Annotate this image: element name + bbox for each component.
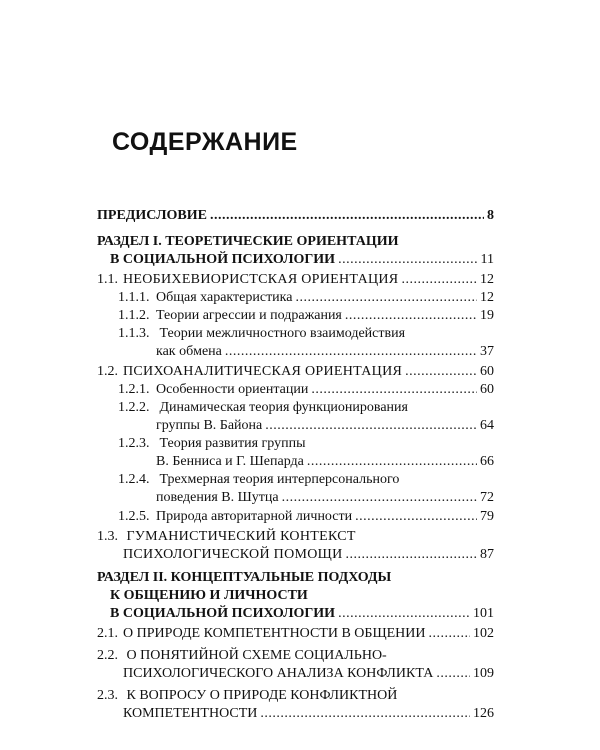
toc-page-number: 19 — [480, 308, 494, 323]
toc-entry-2-2-line1[interactable] — [97, 646, 387, 666]
toc-entry-1-2-5[interactable] — [118, 507, 494, 527]
toc-entry-1-1-3-line1[interactable] — [118, 324, 405, 344]
toc-entry-label: поведения В. Шутца — [156, 490, 279, 505]
toc-entry-label: Теория развития группы — [159, 436, 306, 451]
leader-dots — [338, 604, 470, 624]
toc-entry-number: 2.3. — [97, 688, 118, 703]
toc-entry-label: О ПРИРОДЕ КОМПЕТЕНТНОСТИ В ОБЩЕНИИ — [123, 626, 426, 641]
toc-entry-2-2[interactable] — [123, 664, 494, 684]
toc-section-2-line2[interactable]: К ОБЩЕНИЮ И ЛИЧНОСТИ — [110, 588, 308, 603]
toc-entry-label: группы В. Байона — [156, 418, 263, 433]
toc-entry-1-2-2-line1[interactable] — [118, 398, 408, 418]
toc-page-number: 102 — [473, 626, 494, 641]
toc-entry-label: В СОЦИАЛЬНОЙ ПСИХОЛОГИИ — [110, 606, 336, 621]
toc-entry-1-1[interactable] — [97, 270, 494, 290]
toc-entry-1-2-3[interactable] — [156, 452, 494, 472]
toc-entry-label: Особенности ориентации — [156, 382, 309, 397]
toc-entry-1-2-1[interactable] — [118, 380, 494, 400]
toc-entry-number: 1.2.3. — [118, 436, 150, 451]
toc-entry-2-3-line1[interactable] — [97, 686, 397, 706]
toc-entry-label: ПСИХОЛОГИЧЕСКОЙ ПОМОЩИ — [123, 547, 343, 562]
toc-entry-label: НЕОБИХЕВИОРИСТСКАЯ ОРИЕНТАЦИЯ — [123, 272, 399, 287]
toc-entry-label: В. Бенниса и Г. Шепарда — [156, 454, 304, 469]
toc-entry-section-1[interactable] — [110, 250, 494, 270]
toc-entry-label: Теории межличностного взаимодействия — [159, 326, 406, 341]
toc-entry-label: ПСИХОАНАЛИТИЧЕСКАЯ ОРИЕНТАЦИЯ — [123, 364, 403, 379]
leader-dots — [355, 507, 477, 527]
toc-entry-number: 1.2.1. — [118, 382, 150, 397]
leader-dots — [260, 704, 470, 724]
toc-entry-number: 1.2.5. — [118, 509, 150, 524]
leader-dots — [345, 306, 477, 326]
toc-entry-label: О ПОНЯТИЙНОЙ СХЕМЕ СОЦИАЛЬНО- — [126, 648, 387, 663]
toc-entry-label: Трехмерная теория интерперсонального — [159, 472, 400, 487]
toc-entry-1-2[interactable] — [97, 362, 494, 382]
toc-entry-label: КОМПЕТЕНТНОСТИ — [123, 706, 258, 721]
toc-page-number: 60 — [480, 364, 494, 379]
toc-section-2-line1[interactable]: РАЗДЕЛ II. КОНЦЕПТУАЛЬНЫЕ ПОДХОДЫ — [97, 570, 392, 585]
toc-entry-1-1-1[interactable] — [118, 288, 494, 308]
toc-section-1-line1[interactable]: РАЗДЕЛ I. ТЕОРЕТИЧЕСКИЕ ОРИЕНТАЦИИ — [97, 234, 399, 249]
toc-page-number: 66 — [480, 454, 494, 469]
toc-page-number: 101 — [473, 606, 494, 621]
toc-entry-number: 2.2. — [97, 648, 118, 663]
leader-dots — [295, 288, 477, 308]
toc-entry-number: 1.3. — [97, 529, 118, 544]
toc-page-number: 72 — [480, 490, 494, 505]
leader-dots — [405, 362, 477, 382]
toc-page-number: 37 — [480, 344, 494, 359]
toc-entry-label: Теории агрессии и подражания — [156, 308, 342, 323]
toc-entry-label: ГУМАНИСТИЧЕСКИЙ КОНТЕКСТ — [126, 529, 356, 544]
toc-page-number: 12 — [480, 290, 494, 305]
toc-entry-number: 2.1. — [97, 626, 118, 641]
leader-dots — [311, 380, 477, 400]
toc-entry-label: К ВОПРОСУ О ПРИРОДЕ КОНФЛИКТНОЙ — [126, 688, 398, 703]
leader-dots — [225, 342, 477, 362]
toc-entry-1-3-line1[interactable] — [97, 527, 356, 547]
toc-entry-label: Общая характеристика — [156, 290, 293, 305]
toc-entry-label: ПРЕДИСЛОВИЕ — [97, 208, 207, 223]
toc-page-number: 8 — [487, 208, 494, 223]
toc-entry-preface[interactable] — [97, 206, 494, 226]
toc-page-number: 109 — [473, 666, 494, 681]
toc-entry-label: как обмена — [156, 344, 222, 359]
toc-entry-2-3[interactable] — [123, 704, 494, 724]
toc-entry-1-1-3[interactable] — [156, 342, 494, 362]
leader-dots — [265, 416, 477, 436]
toc-entry-1-2-4-line1[interactable] — [118, 470, 399, 490]
toc-page-number: 126 — [473, 706, 494, 721]
toc-entry-number: 1.1.3. — [118, 326, 150, 341]
toc-page-number: 12 — [480, 272, 494, 287]
toc-page-number: 64 — [480, 418, 494, 433]
toc-entry-number: 1.1.2. — [118, 308, 150, 323]
toc-page-number: 11 — [480, 252, 494, 267]
leader-dots — [210, 206, 484, 226]
toc-entry-label: Динамическая теория функционирования — [159, 400, 408, 415]
toc-entry-1-3[interactable] — [123, 545, 494, 565]
toc-page-number: 79 — [480, 509, 494, 524]
leader-dots — [307, 452, 477, 472]
toc-entry-number: 1.2.2. — [118, 400, 150, 415]
toc-entry-1-1-2[interactable] — [118, 306, 494, 326]
toc-entry-section-2[interactable] — [110, 604, 494, 624]
leader-dots — [346, 545, 478, 565]
leader-dots — [428, 624, 470, 644]
toc-entry-number: 1.1.1. — [118, 290, 150, 305]
toc-entry-number: 1.2. — [97, 364, 118, 379]
toc-entry-1-2-4[interactable] — [156, 488, 494, 508]
toc-entry-1-2-3-line1[interactable] — [118, 434, 306, 454]
toc-entry-number: 1.2.4. — [118, 472, 150, 487]
toc-page-number: 60 — [480, 382, 494, 397]
toc-entry-label: ПСИХОЛОГИЧЕСКОГО АНАЛИЗА КОНФЛИКТА — [123, 666, 434, 681]
leader-dots — [401, 270, 477, 290]
toc-page-number: 87 — [480, 547, 494, 562]
leader-dots — [338, 250, 477, 270]
leader-dots — [282, 488, 477, 508]
toc-entry-2-1[interactable] — [97, 624, 494, 644]
leader-dots — [436, 664, 470, 684]
page-title: СОДЕРЖАНИЕ — [112, 128, 298, 156]
toc-entry-number: 1.1. — [97, 272, 118, 287]
toc-entry-label: Природа авторитарной личности — [156, 509, 353, 524]
toc-entry-label: В СОЦИАЛЬНОЙ ПСИХОЛОГИИ — [110, 252, 336, 267]
toc-entry-1-2-2[interactable] — [156, 416, 494, 436]
